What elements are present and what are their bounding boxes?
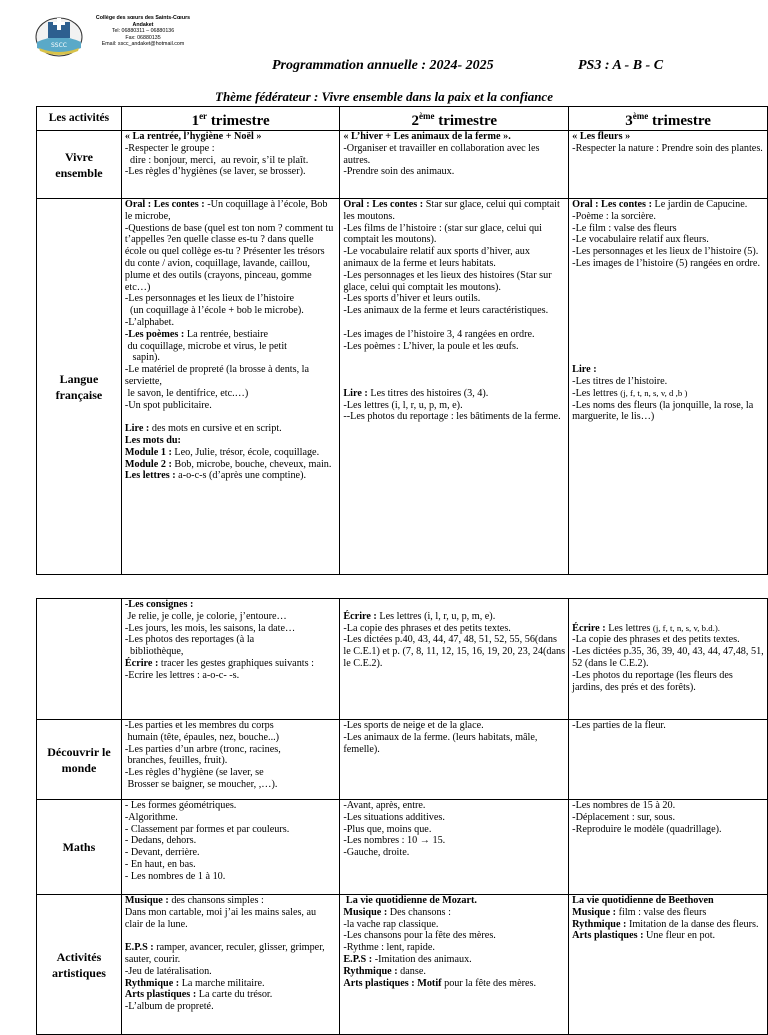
school-logo [34, 12, 84, 58]
vivre-t2: « L’hiver + Les animaux de la ferme ». -Organiser et travailler en collaboration avec les autres. -Prendre soin des animaux. [340, 131, 569, 199]
row-activites-artistiques [37, 895, 768, 1035]
theme-title: Thème fédérateur : Vivre ensemble dans la paix et la confiance [215, 89, 553, 104]
arts-t1: Musique : des chansons simples : Dans mon cartable, moi j’ai les mains sales, au clair de la lune. E.P.S : ramper, avancer, reculer, glisser, grimper, sauter, courir. -Jeu de latéralisation. Rythmique : La marche militaire. Arts plastiques : La carte du trésor. -L’album de propreté. [121, 895, 339, 1035]
trimester-3-header: 3ème trimestre [569, 107, 768, 131]
label-maths: Maths [37, 800, 122, 895]
suite-t2: Écrire : Les lettres (i, l, r, u, p, m, e). -La copie des phrases et des petits textes. -Les dictées p.40, 43, 44, 47, 48, 51, 52, 55, 56(dans le C.E.1) et p. (7, 8, 11, 12, 15, 16, 19, 20, 23, 24(dans le C.E.2). [340, 599, 569, 720]
trimester-2-header: 2ème trimestre [340, 107, 569, 131]
maths-t3: -Les nombres de 15 à 20. -Déplacement : sur, sous. -Reproduire le modèle (quadrillage). [569, 800, 768, 895]
langue-t3: Oral : Les contes : Le jardin de Capucine. -Poème : la sorcière. -Le film : valse des fleurs -Le vocabulaire relatif aux fleurs. -Les personnages et les lieux de l’histoire (5). -Les images de l’histoire (5) rangées en ordre. Lire : -Les titres de l’histoire. -Les lettres (j, f, t, n, s, v, d ,b ) -Les noms des fleurs (la jonquille, la rose, la marguerite, le lis…) [569, 199, 768, 575]
maths-t2: -Avant, après, entre. -Les situations additives. -Plus que, moins que. -Les nombres : 10 → 15. -Gauche, droite. [340, 800, 569, 895]
label-langue-suite [37, 599, 122, 720]
school-city: Andaket [132, 21, 154, 28]
arts-t2: La vie quotidienne de Mozart. Musique : Des chansons : -la vache rap classique. -Les chansons pour la fête des mères. -Rythme : lent, rapide. E.P.S : -Imitation des animaux. Rythmique : danse. Arts plastiques : Motif pour la fête des mères. [340, 895, 569, 1035]
label-vivre-ensemble: Vivre ensemble [37, 131, 122, 199]
programme-table-page2 [36, 598, 768, 1035]
class-label: PS3 : A - B - C [578, 58, 664, 73]
school-info [88, 15, 198, 48]
table-header-row [37, 107, 768, 131]
programme-title: Programmation annuelle : 2024- 2025 [272, 58, 494, 73]
decouvrir-t2: -Les sports de neige et de la glace. -Les animaux de la ferme. (leurs habitats, mâle, femelle). [340, 720, 569, 800]
label-activites-artistiques: Activités artistiques [37, 895, 122, 1035]
maths-t1: - Les formes géométriques. -Algorithme. - Classement par formes et par couleurs. - Dedans, dehors. - Devant, derrière. - En haut, en bas. - Les nombres de 1 à 10. [121, 800, 339, 895]
vivre-t1: « La rentrée, l’hygiène + Noël » -Respecter le groupe : dire : bonjour, merci, au revoir, s’il te plaît. -Les règles d’hygiènes (se laver, se brosser). [121, 131, 339, 199]
row-maths [37, 800, 768, 895]
school-email: Email: sscc_andaket@hotmail.com [101, 41, 185, 48]
decouvrir-t1: -Les parties et les membres du corps humain (tête, épaules, nez, bouche...) -Les parties d’un arbre (tronc, racines, branches, feuilles, fruit). -Les règles d’hygiène (se laver, se Brosser se baigner, se moucher, ,…). [121, 720, 339, 800]
row-langue-francaise [37, 199, 768, 575]
label-decouvrir-le-monde: Découvrir le monde [37, 720, 122, 800]
suite-t1: -Les consignes : Je relie, je colle, je colorie, j’entoure… -Les jours, les mois, les saisons, la date… -Les photos des reportages (à la bibliothèque, Écrire : tracer les gestes graphiques suivants : -Ecrire les lettres : a-o-c- -s. [121, 599, 339, 720]
svg-text:SSCC: SSCC [51, 42, 67, 49]
decouvrir-t3: -Les parties de la fleur. [569, 720, 768, 800]
row-langue-suite [37, 599, 768, 720]
row-decouvrir-le-monde [37, 720, 768, 800]
langue-t1: Oral : Les contes : -Un coquillage à l’école, Bob le microbe, -Questions de base (quel est ton nom ? comment tu t’appelles ?en quelle classe es-tu ? dans quelle école ou quel collège es-tu ? Présenter les trésors du conte / avion, coquillage, lavande, caillou, plume et des outils (crayons, pinceau, gomme etc…) -Les personnages et les lieux de l’histoire (un coquillage à l’école + bob le microbe). -L’alphabet. -Les poèmes : La rentrée, bestiaire du coquillage, microbe et virus, le petit sapin). -Le matériel de propreté (la brosse à dents, la serviette, le savon, le dentifrice, etc.…) -Un spot publicitaire. Lire : des mots en cursive et en script. Les mots du: Module 1 : Leo, Julie, trésor, école, coquillage. Module 2 : Bob, microbe, bouche, cheveux, main. Les lettres : a-o-c-s (d’après une comptine). [121, 199, 339, 575]
trimester-1-header: 1er trimestre [121, 107, 339, 131]
arts-t3: La vie quotidienne de Beethoven Musique : film : valse des fleurs Rythmique : Imitation de la danse des fleurs. Arts plastiques : Une fleur en pot. [569, 895, 768, 1035]
school-fax: Fax: 06880135 [125, 34, 161, 41]
langue-t2: Oral : Les contes : Star sur glace, celui qui comptait les moutons. -Les films de l’histoire : (star sur glace, celui qui comptait les moutons). -Le vocabulaire relatif aux sports d’hiver, aux animaux de la ferme et leurs habitats. -Les personnages et les lieux des histoires (Star sur glace, celui qui comptait les moutons). -Les sports d’hiver et leurs outils. -Les animaux de la ferme et leurs caractéristiques. -Les images de l’histoire 3, 4 rangées en ordre. -Les poèmes : L’hiver, la poule et les œufs. Lire : Les titres des histoires (3, 4). -Les lettres (i, l, r, u, p, m, e). --Les photos du reportage : les bâtiments de la ferme. [340, 199, 569, 575]
school-name: Collège des sœurs des Saints-Cœurs [95, 15, 191, 21]
school-tel: Tel: 06880311 – 06880136 [111, 28, 175, 35]
suite-t3: Écrire : Les lettres (j, f, t, n, s, v, b.d.). -La copie des phrases et des petits textes. -Les dictées p.35, 36, 39, 40, 43, 44, 47,48, 51, 52 (dans le C.E.2). -Les photos du reportage (les fleurs des jardins, des prés et des forêts). [569, 599, 768, 720]
programme-table-page1 [36, 106, 768, 575]
row-vivre-ensemble [37, 131, 768, 199]
vivre-t3: « Les fleurs » -Respecter la nature : Prendre soin des plantes. [569, 131, 768, 199]
label-langue-francaise: Langue française [37, 199, 122, 575]
activities-header: Les activités [37, 107, 122, 131]
document-header [0, 0, 768, 110]
